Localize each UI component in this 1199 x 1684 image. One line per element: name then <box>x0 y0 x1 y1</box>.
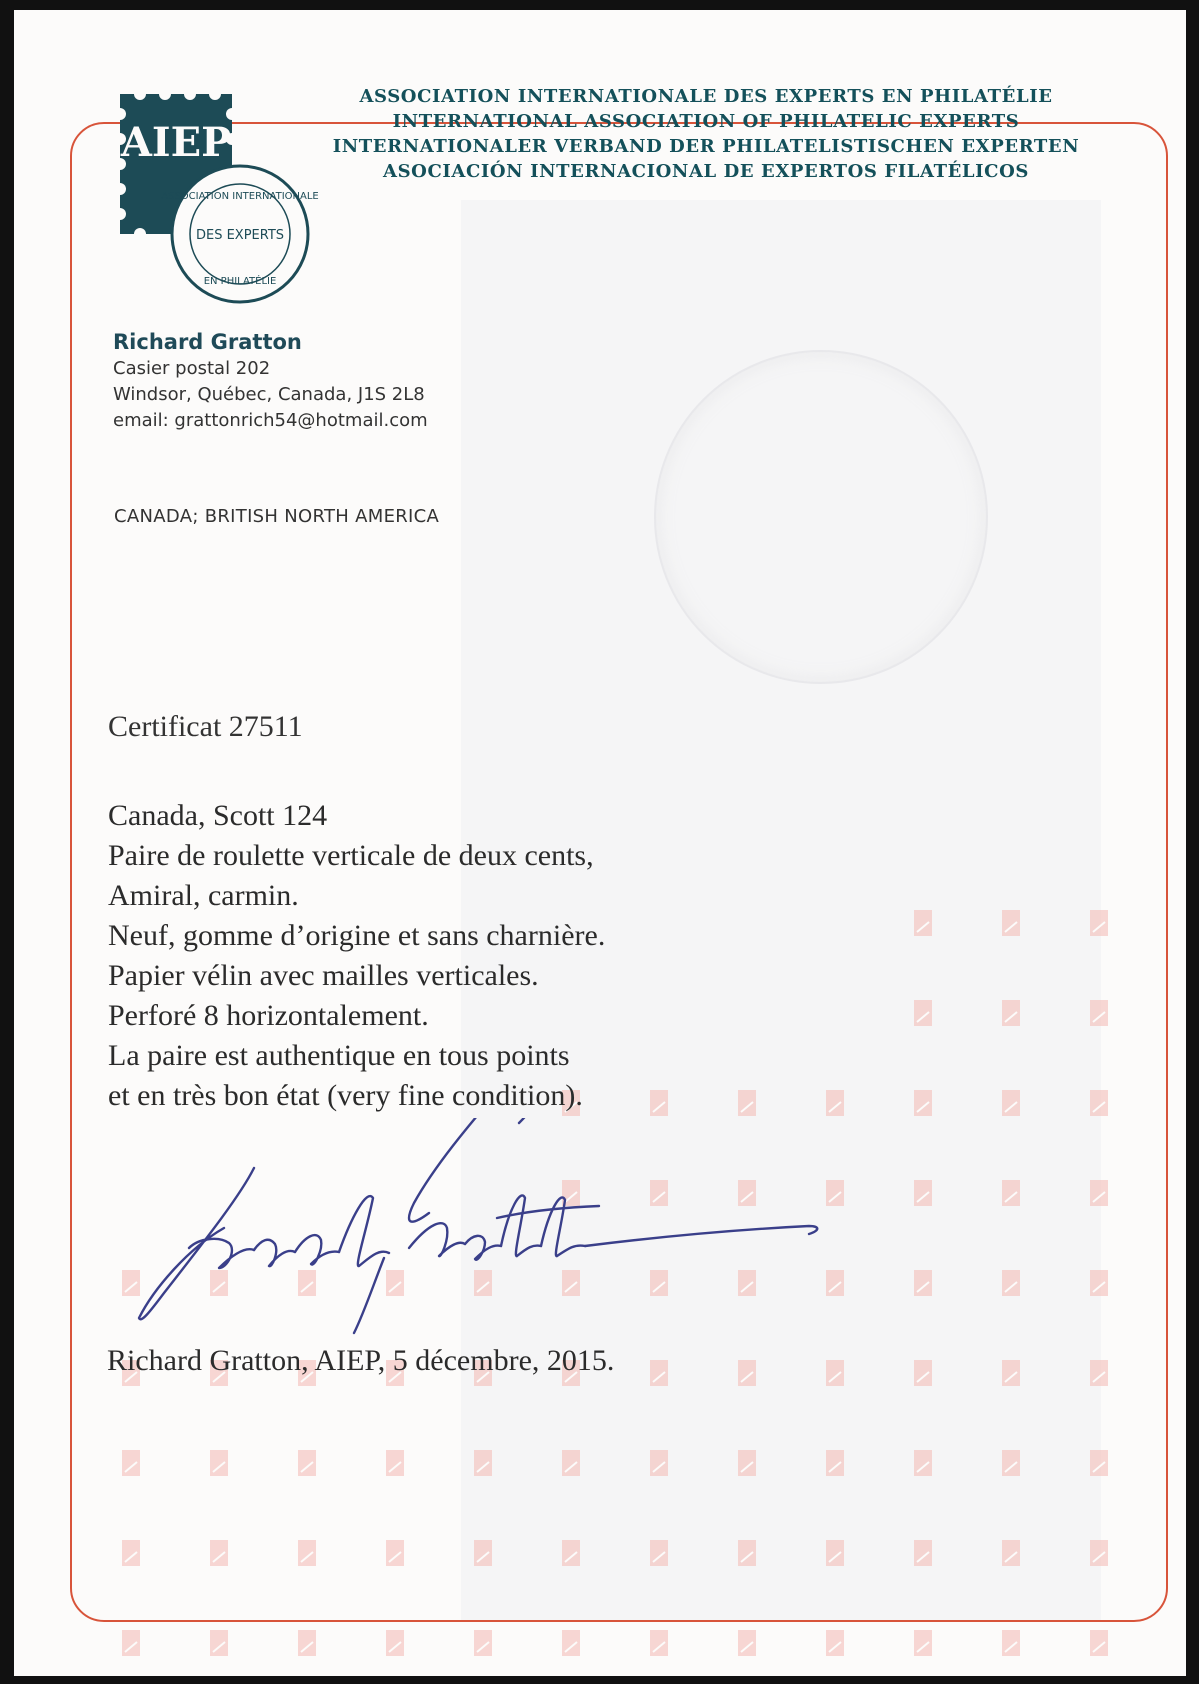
expert-name: Richard Gratton <box>113 330 302 354</box>
logo-ring-center: DES EXPERTS <box>195 228 285 243</box>
description-line: Amiral, carmin. <box>108 879 299 912</box>
description-line: et en très bon état (very fine condition). <box>108 1079 583 1112</box>
address-line-1: Casier postal 202 <box>113 358 271 379</box>
region-label: CANADA; BRITISH NORTH AMERICA <box>114 506 440 527</box>
microprint-tile <box>386 1630 404 1656</box>
logo-monogram: AIEP <box>120 119 232 166</box>
expert-email: email: grattonrich54@hotmail.com <box>113 410 428 431</box>
certificate-description <box>108 796 605 1116</box>
description-line: Papier vélin avec mailles verticales. <box>108 959 539 992</box>
logo-ring-bottom: EN PHILATÉLIE <box>203 276 277 287</box>
description-line: Perforé 8 horizontalement. <box>108 999 429 1032</box>
description-line: Canada, Scott 124 <box>108 799 328 832</box>
signature-caption: Richard Gratton, AIEP, 5 décembre, 2015. <box>107 1344 615 1377</box>
expert-contact <box>113 328 428 434</box>
microprint-tile <box>1090 1630 1108 1656</box>
microprint-tile <box>650 1630 668 1656</box>
header-line-en: INTERNATIONAL ASSOCIATION OF PHILATELIC EXPERTS <box>392 111 1020 132</box>
microprint-tile <box>1002 1630 1020 1656</box>
header-line-de: INTERNATIONALER VERBAND DER PHILATELISTISCHEN EXPERTEN <box>332 136 1080 157</box>
description-line: Paire de roulette verticale de deux cents, <box>108 839 594 872</box>
certificate-sheet <box>14 10 1186 1676</box>
handwritten-signature <box>129 1118 869 1358</box>
header-line-fr: ASSOCIATION INTERNATIONALE DES EXPERTS EN PHILATÉLIE <box>359 86 1053 107</box>
microprint-tile <box>122 1630 140 1656</box>
microprint-tile <box>826 1630 844 1656</box>
logo-ring-top: ASSOCIATION INTERNATIONALE <box>161 191 319 202</box>
description-line: Neuf, gomme d’origine et sans charnière. <box>108 919 606 952</box>
certificate-number: Certificat 27511 <box>108 710 303 743</box>
association-names <box>256 84 1156 184</box>
microprint-tile <box>738 1630 756 1656</box>
microprint-tile <box>562 1630 580 1656</box>
microprint-tile <box>298 1630 316 1656</box>
microprint-tile <box>914 1630 932 1656</box>
description-line: La paire est authentique en tous points <box>108 1039 570 1072</box>
header-line-es: ASOCIACIÓN INTERNACIONAL DE EXPERTOS FILATÉLICOS <box>383 161 1029 182</box>
microprint-tile <box>210 1630 228 1656</box>
address-line-2: Windsor, Québec, Canada, J1S 2L8 <box>113 384 425 405</box>
microprint-tile <box>474 1630 492 1656</box>
